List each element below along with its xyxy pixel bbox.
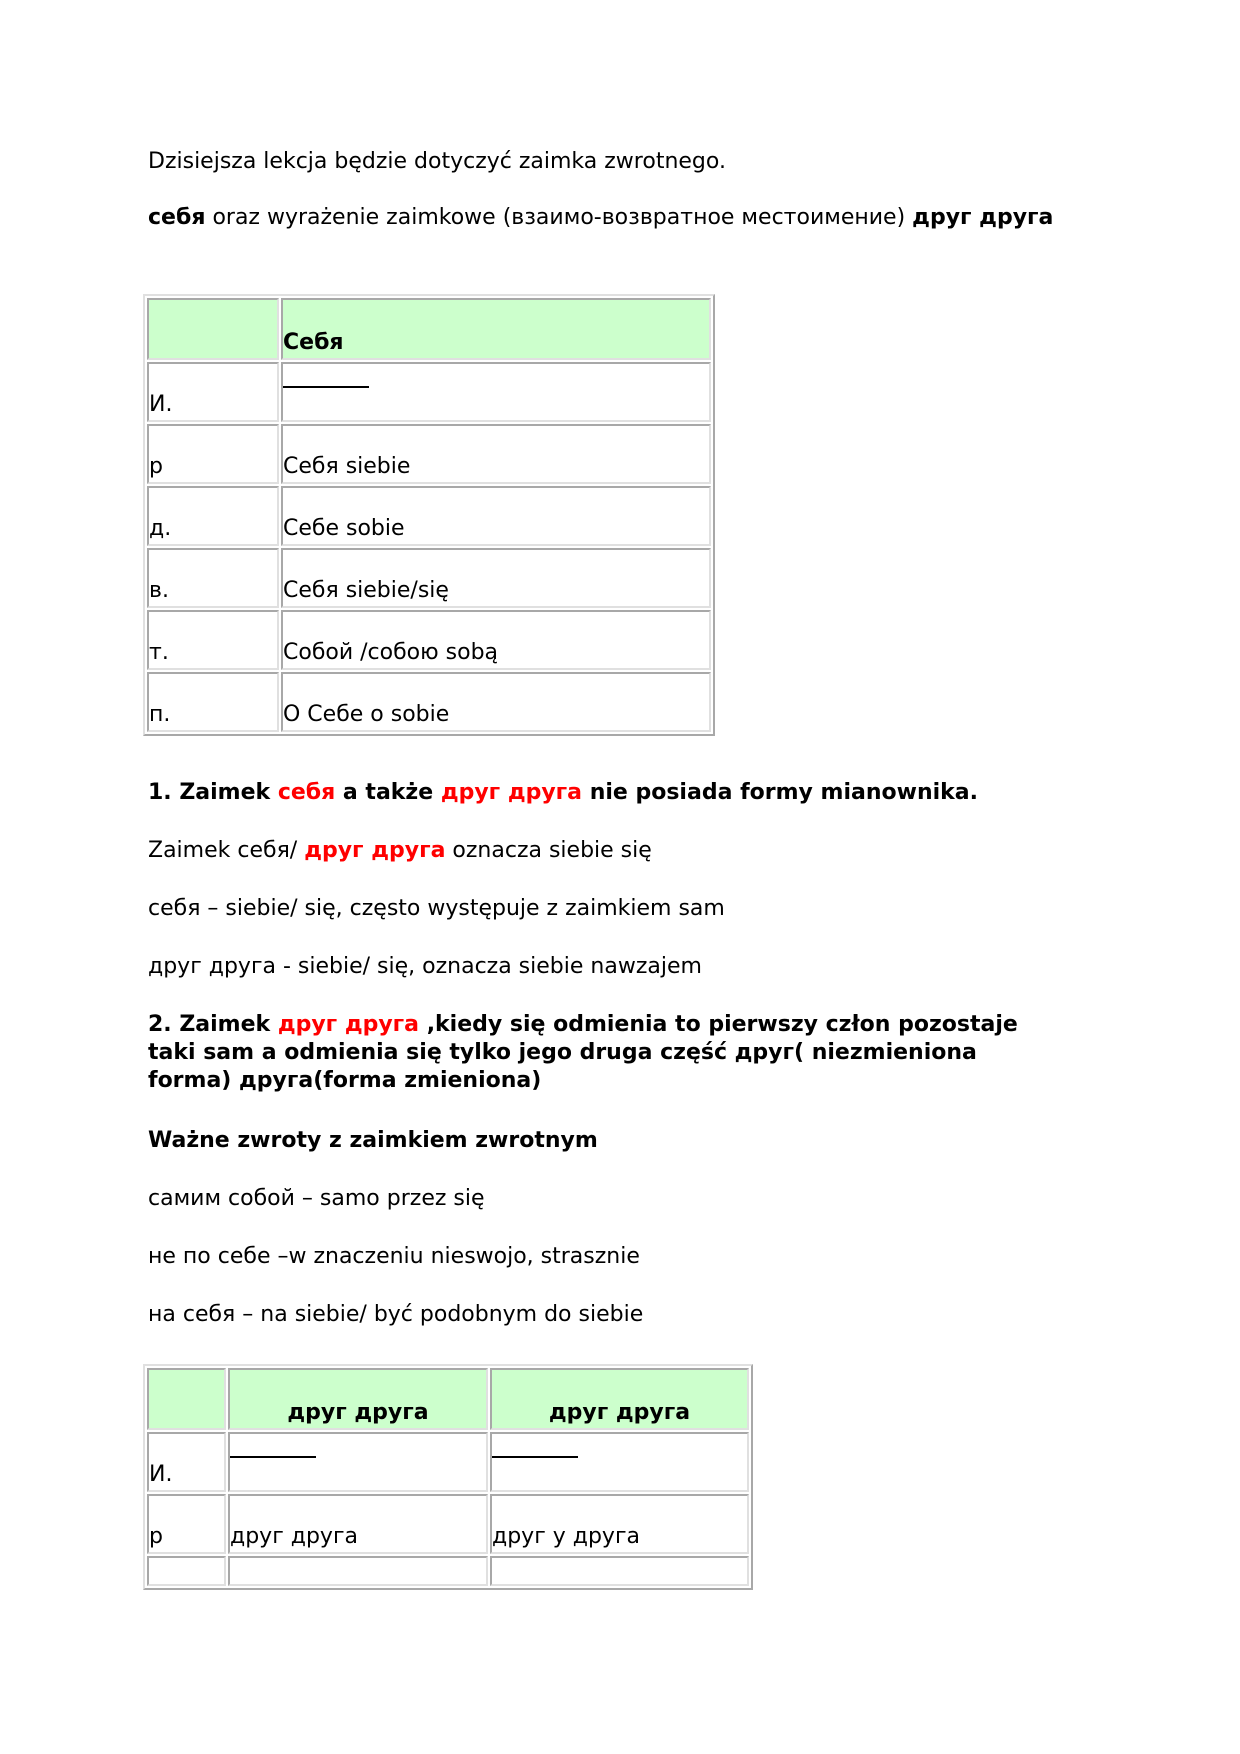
table-row bbox=[147, 1494, 749, 1554]
header-cell-drug-druga: друг друга bbox=[490, 1368, 749, 1430]
subtitle bbox=[148, 204, 1108, 232]
blank-dash bbox=[283, 386, 369, 388]
phrase-item: не по себе –w znaczeniu nieswojo, strasznie bbox=[148, 1244, 640, 1269]
highlight-drug-druga: друг друга bbox=[304, 838, 446, 863]
case-value: друг у друга bbox=[490, 1494, 749, 1554]
table-header-row bbox=[147, 1368, 749, 1430]
highlight-sebya: себя bbox=[277, 780, 336, 805]
case-value: Себя siebie bbox=[281, 424, 711, 484]
blank-dash bbox=[230, 1456, 316, 1458]
zaimek-line: Zaimek себя/ друг друга oznacza siebie się bbox=[148, 838, 652, 863]
case-value: О Себе o sobie bbox=[281, 672, 711, 732]
highlight-drug-druga: друг друга bbox=[440, 780, 583, 805]
intro-text: Dzisiejsza lekcja będzie dotyczyć zaimka zwrotnego. bbox=[148, 149, 726, 174]
case-label: т. bbox=[147, 610, 279, 670]
term-drug-druga: друг друга bbox=[912, 205, 1054, 230]
header-cell-sebya: Себя bbox=[281, 298, 711, 360]
case-value: Собой /собою sobą bbox=[281, 610, 711, 670]
sebya-line: себя – siebie/ się, często występuje z zaimkiem sam bbox=[148, 896, 725, 921]
case-label: р bbox=[147, 424, 279, 484]
header-cell-empty bbox=[147, 1368, 226, 1430]
phrases-heading: Ważne zwroty z zaimkiem zwrotnym bbox=[148, 1128, 598, 1153]
table-row bbox=[147, 424, 711, 484]
sebya-declension-table bbox=[143, 294, 715, 736]
case-label: д. bbox=[147, 486, 279, 546]
header-cell-empty bbox=[147, 298, 279, 360]
table-row bbox=[147, 362, 711, 422]
case-label: И. bbox=[147, 362, 279, 422]
highlight-drug-druga: друг друга bbox=[277, 1012, 420, 1037]
drug-druga-line: друг друга - siebie/ się, oznacza siebie nawzajem bbox=[148, 954, 702, 979]
point-2: 2. Zaimek друг друга ,kiedy się odmienia to pierwszy człon pozostaje taki sam a odmienia się tylko jego druga część друг( niezmieniona forma) друга(forma zmieniona) bbox=[148, 1012, 1018, 1093]
phrase-item: на себя – na siebie/ być podobnym do siebie bbox=[148, 1302, 644, 1327]
case-label bbox=[147, 1556, 226, 1586]
case-value: друг друга bbox=[228, 1494, 488, 1554]
case-value bbox=[281, 362, 711, 422]
table-row bbox=[147, 672, 711, 732]
case-value: Себе sobie bbox=[281, 486, 711, 546]
subtitle-middle: oraz wyrażenie zaimkowe (взаимо-возвратное местоимение) bbox=[205, 205, 913, 230]
case-value: Себя siebie/się bbox=[281, 548, 711, 608]
case-value bbox=[490, 1432, 749, 1492]
point-1: 1. Zaimek себя a także друг друга nie posiada formy mianownika. bbox=[148, 780, 978, 805]
header-cell-drug-druga: друг друга bbox=[228, 1368, 488, 1430]
case-label: И. bbox=[147, 1432, 226, 1492]
case-value bbox=[228, 1432, 488, 1492]
case-label: в. bbox=[147, 548, 279, 608]
case-label: п. bbox=[147, 672, 279, 732]
table-row bbox=[147, 1432, 749, 1492]
case-value bbox=[490, 1556, 749, 1586]
table-row bbox=[147, 610, 711, 670]
case-value bbox=[228, 1556, 488, 1586]
phrase-item: самим собой – samo przez się bbox=[148, 1186, 485, 1211]
table-header-row bbox=[147, 298, 711, 360]
case-label: р bbox=[147, 1494, 226, 1554]
table-row bbox=[147, 486, 711, 546]
blank-dash bbox=[492, 1456, 578, 1458]
drug-druga-declension-table bbox=[143, 1364, 753, 1590]
table-row bbox=[147, 548, 711, 608]
table-row bbox=[147, 1556, 749, 1586]
term-sebya: себя bbox=[148, 205, 206, 230]
